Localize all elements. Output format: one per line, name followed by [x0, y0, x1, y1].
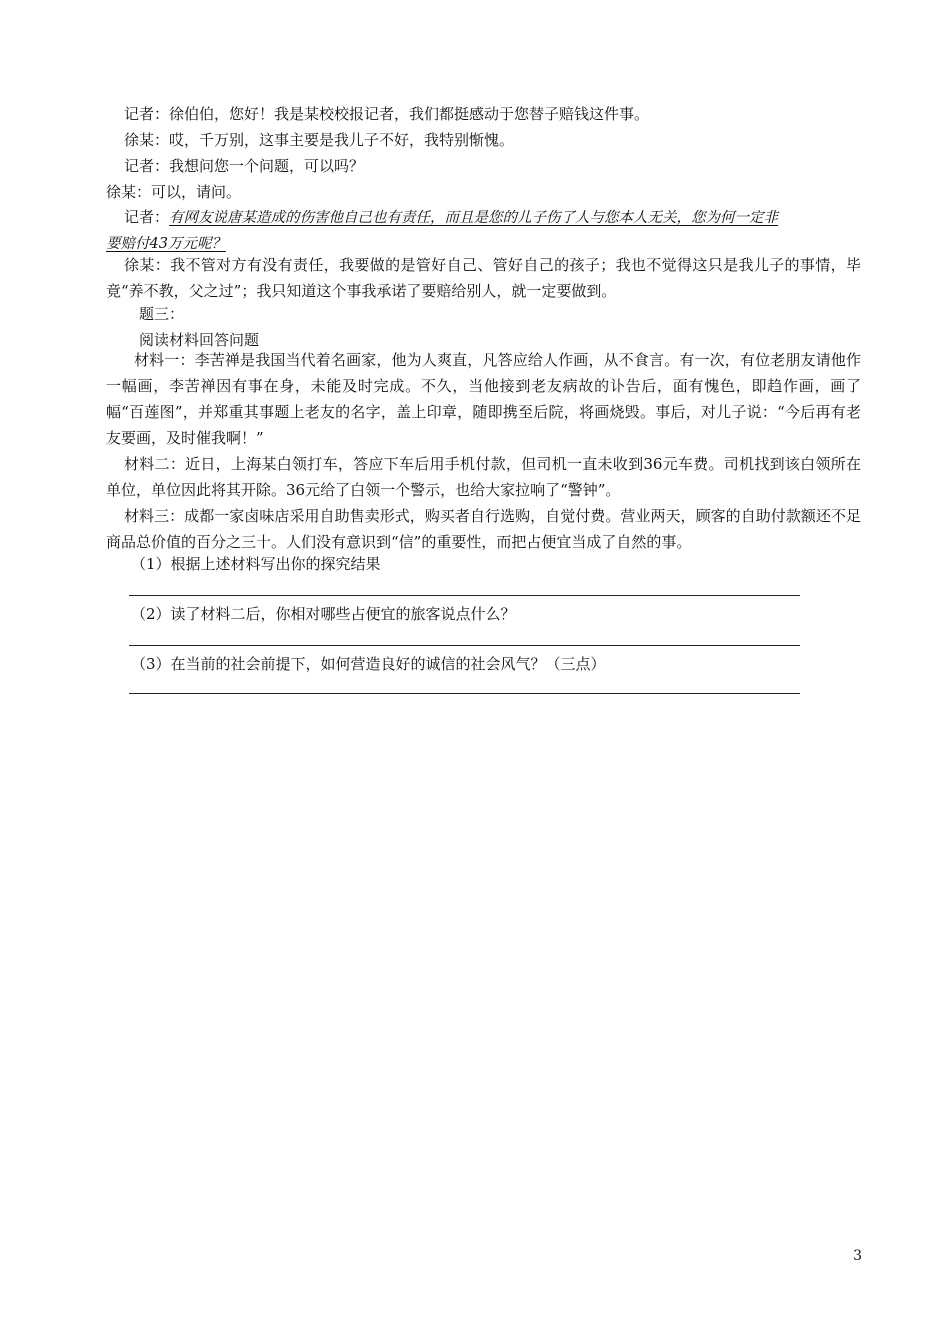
- dialogue-line-1: 记者：徐伯伯，您好！我是某校校报记者，我们都挺感动于您替子赔钱这件事。: [124, 105, 650, 123]
- dialogue-line-2: 徐某：哎，千万别，这事主要是我儿子不好，我特别惭愧。: [124, 131, 515, 149]
- question-3: （3）在当前的社会前提下，如何营造良好的诚信的社会风气？（三点）: [131, 655, 606, 673]
- question-2: （2）读了材料二后，你相对哪些占便宜的旅客说点什么？: [131, 605, 516, 623]
- material-1: 材料一：李苦禅是我国当代着名画家，他为人爽直，凡答应给人作画，从不食言。有一次，有位老朋友请他作一幅画，李苦禅因有事在身，未能及时完成。不久，当他接到老友病故的讣告后，面有愧色，即趋作画，画了幅“百莲图”，并郑重其事题上老友的名字，盖上印章，随即携至后院，将画烧毁。事后，对儿子说：“今后再有老友要画，及时催我啊！”: [106, 351, 861, 447]
- dialogue-line-4: 徐某：可以，请问。: [106, 183, 242, 201]
- reporter-question-line-1: [124, 207, 861, 228]
- material-2: 材料二：近日，上海某白领打车，答应下车后用手机付款，但司机一直未收到36元车费。司机找到该白领所在单位，单位因此将其开除。36元给了白领一个警示，也给大家拉响了“警钟”。: [106, 455, 861, 499]
- answer-line-3[interactable]: [129, 693, 800, 694]
- dialogue-line-3: 记者：我想问您一个问题，可以吗？: [124, 157, 365, 175]
- section-title: 题三：: [139, 305, 185, 323]
- question-speaker: 记者：: [124, 208, 170, 226]
- reporter-question-line-2: [106, 233, 226, 254]
- page-number: 3: [853, 1248, 862, 1264]
- answer-line-2[interactable]: [129, 645, 800, 646]
- material-3: 材料三：成都一家卤味店采用自助售卖形式，购买者自行选购，自觉付费。营业两天，顾客的自助付款额还不足商品总价值的百分之三十。人们没有意识到“信”的重要性，而把占便宜当成了自然的事。: [106, 507, 861, 551]
- instruction: 阅读材料回答问题: [139, 331, 260, 349]
- xu-answer: 徐某：我不管对方有没有责任，我要做的是管好自己、管好自己的孩子；我也不觉得这只是我儿子的事情，毕竟“养不教，父之过”；我只知道这个事我承诺了要赔给别人，就一定要做到。: [106, 256, 861, 300]
- question-text-1: 有网友说唐某造成的伤害他自己也有责任，而且是您的儿子伤了人与您本人无关，您为何一定非: [169, 210, 779, 226]
- question-1: （1）根据上述材料写出你的探究结果: [131, 555, 381, 573]
- answer-line-1[interactable]: [129, 595, 800, 596]
- question-text-2: 要赔付43万元呢？: [106, 236, 226, 252]
